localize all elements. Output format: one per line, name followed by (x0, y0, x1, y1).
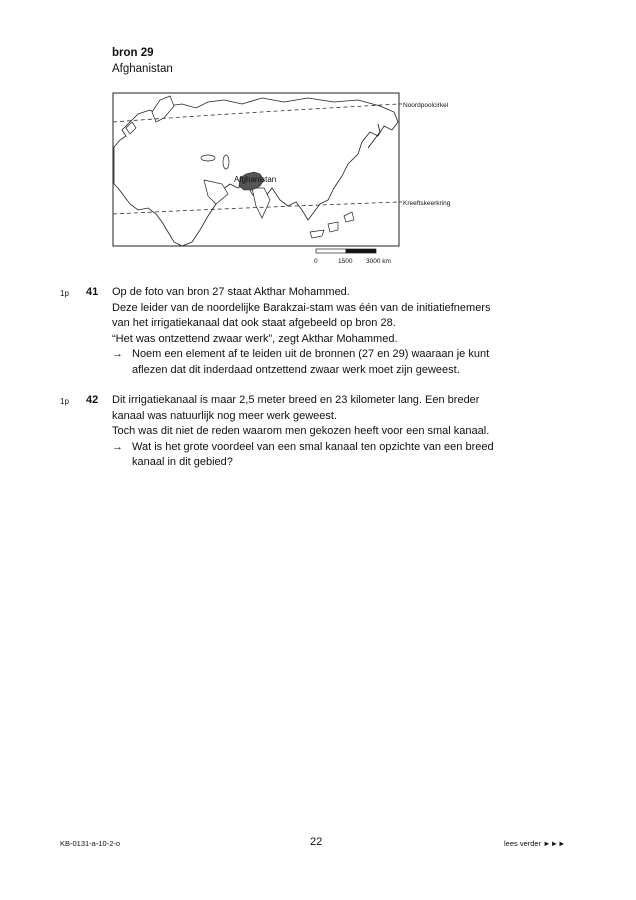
question-42-points: 1p (60, 397, 69, 406)
arctic-label: Noordpoolcirkel (403, 102, 449, 109)
question-42-text (112, 393, 572, 471)
caspian-sea (223, 155, 229, 169)
source-title: bron 29 (112, 47, 154, 59)
black-sea (201, 155, 215, 161)
question-41-points: 1p (60, 289, 69, 298)
question-42-task-line: Wat is het grote voordeel van een smal kanaal ten opzichte van een breed (132, 440, 494, 453)
question-41-task-line: aflezen dat dit inderdaad ontzettend zwaar werk moet zijn geweest. (132, 363, 460, 376)
question-41-line: Deze leider van de noordelijke Barakzai-stam was één van de initiatiefnemers (112, 301, 491, 314)
question-42-task-line: kanaal in dit gebied? (132, 456, 233, 468)
source-subtitle: Afghanistan (112, 63, 173, 75)
scale-label-1500: 1500 (338, 258, 353, 265)
question-41-task-line: Noem een element af te leiden uit de bronnen (27 en 29) waaraan je kunt (132, 348, 490, 360)
question-42-task (112, 440, 572, 471)
question-41-line: van het irrigatiekanaal dat ook staat afgebeeld op bron 28. (112, 317, 396, 329)
tropic-label: Kreeftskeerkring (403, 200, 451, 207)
continue-label: lees verder ►►► (504, 839, 566, 848)
island-2 (328, 222, 338, 232)
arrow-icon: → (112, 440, 123, 453)
question-42-number: 42 (86, 394, 99, 406)
question-41-text (112, 285, 572, 378)
question-42-line: Toch was dit niet de reden waarom men gekozen heeft voor een smal kanaal. (112, 425, 490, 437)
afghanistan-label: Afghanistan (234, 175, 277, 184)
scale-label-3000: 3000 km (366, 258, 391, 265)
page-number: 22 (310, 836, 323, 848)
eurasia-map (112, 92, 472, 272)
scale-bar-white (316, 249, 346, 253)
question-42-line: kanaal was natuurlijk nog meer werk geweest. (112, 409, 338, 422)
question-42-line: Dit irrigatiekanaal is maar 2,5 meter breed en 23 kilometer lang. Een breder (112, 394, 480, 406)
exam-code: KB-0131-a-10-2-o (60, 839, 121, 848)
question-41-number: 41 (86, 286, 99, 298)
question-41-line: “Het was ontzettend zwaar werk”, zegt Akthar Mohammed. (112, 332, 398, 345)
question-41-task (112, 347, 572, 378)
scale-bar-black (346, 249, 376, 253)
map-svg (112, 92, 472, 272)
scale-label-0: 0 (314, 258, 318, 265)
question-41-line: Op de foto van bron 27 staat Akthar Mohammed. (112, 286, 350, 298)
arrow-icon: → (112, 348, 123, 360)
